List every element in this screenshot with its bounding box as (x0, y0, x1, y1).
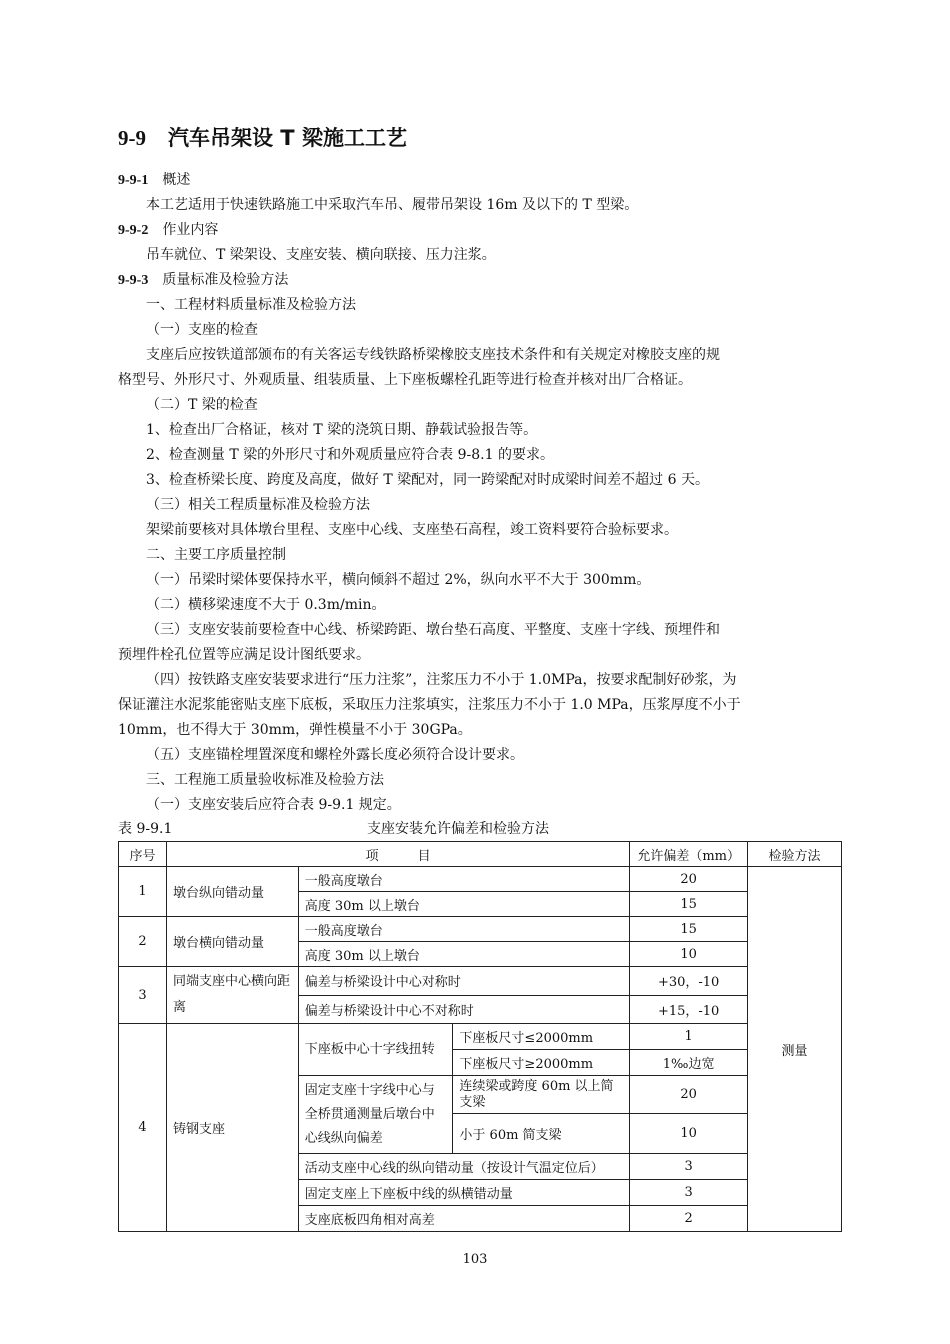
group-label: 固定支座十字线中心与全桥贯通测量后墩台中心线纵向偏差 (298, 1076, 453, 1154)
subsection-heading-2 (118, 221, 218, 240)
header-tolerance: 允许偏差（mm） (630, 842, 748, 867)
item-cell: 高度 30m 以上墩台 (298, 892, 630, 917)
item-cell: 活动支座中心线的纵向错动量（按设计气温定位后） (298, 1154, 630, 1180)
tolerance-cell: 10 (630, 1114, 748, 1154)
item-cell: 下座板尺寸≥2000mm (453, 1050, 630, 1076)
tolerance-cell: 15 (630, 917, 748, 942)
paragraph: 架梁前要核对具体墩台里程、支座中心线、支座垫石高程，竣工资料要符合验标要求。 (146, 522, 678, 538)
item-cell: 固定支座上下座板中线的纵横错动量 (298, 1180, 630, 1206)
table-row (119, 1024, 842, 1050)
tolerance-cell: 20 (630, 867, 748, 892)
table-caption: 支座安装允许偏差和检验方法 (367, 821, 549, 837)
subsection-heading: 作业内容 (162, 222, 219, 238)
paragraph: （三）支座安装前要检查中心线、桥梁跨距、墩台垫石高度、平整度、支座十字线、预埋件和 (146, 622, 720, 638)
item-cell: 高度 30m 以上墩台 (298, 942, 630, 967)
row-number: 4 (119, 1024, 167, 1232)
subsection-heading: 概述 (162, 172, 191, 188)
item-cell: 支座底板四角相对高差 (298, 1206, 630, 1232)
method-cell: 测量 (748, 867, 842, 1232)
paragraph: 2、检查测量 T 梁的外形尺寸和外观质量应符合表 9-8.1 的要求。 (146, 447, 554, 463)
tolerance-cell: 3 (630, 1154, 748, 1180)
tolerance-cell: 1‰边宽 (630, 1050, 748, 1076)
tolerance-cell: +30，-10 (630, 967, 748, 996)
item-cell: 一般高度墩台 (298, 917, 630, 942)
paragraph: 本工艺适用于快速铁路施工中采取汽车吊、履带吊架设 16m 及以下的 T 型梁。 (146, 197, 639, 213)
paragraph: （一）支座的检查 (146, 322, 258, 338)
header-no: 序号 (119, 842, 167, 867)
item-cell: 偏差与桥梁设计中心不对称时 (298, 995, 630, 1024)
header-method: 检验方法 (748, 842, 842, 867)
subsection-heading-1 (118, 171, 190, 190)
paragraph: （四）按铁路支座安装要求进行“压力注浆”，注浆压力不小于 1.0MPa，按要求配制好砂浆，为 (146, 672, 737, 688)
paragraph: 保证灌注水泥浆能密贴支座下底板，采取压力注浆填实，注浆压力不小于 1.0 MPa，压浆厚度不小于 (118, 697, 741, 713)
subsection-number: 9-9-2 (118, 223, 149, 238)
paragraph: 格型号、外形尺寸、外观质量、组装质量、上下座板螺栓孔距等进行检查并核对出厂合格证。 (118, 372, 692, 388)
subsection-number: 9-9-3 (118, 273, 149, 288)
subsection-heading: 质量标准及检验方法 (162, 272, 289, 288)
paragraph: （一）吊梁时梁体要保持水平，横向倾斜不超过 2%，纵向水平不大于 300mm。 (146, 572, 651, 588)
paragraph: 二、主要工序质量控制 (146, 547, 286, 563)
tolerance-cell: 1 (630, 1024, 748, 1050)
tolerance-cell: 3 (630, 1180, 748, 1206)
item-cell: 一般高度墩台 (298, 867, 630, 892)
table-header-row (119, 842, 842, 867)
paragraph: （一）支座安装后应符合表 9-9.1 规定。 (146, 797, 401, 813)
section-title-number: 9-9 (118, 126, 146, 150)
paragraph: 预埋件栓孔位置等应满足设计图纸要求。 (118, 647, 370, 663)
row-name: 同端支座中心横向距离 (166, 967, 298, 1024)
table-row (119, 917, 842, 942)
paragraph: （二）横移梁速度不大于 0.3m/min。 (146, 597, 386, 613)
row-name: 墩台纵向错动量 (166, 867, 298, 917)
tolerance-cell: 2 (630, 1206, 748, 1232)
item-cell: 偏差与桥梁设计中心对称时 (298, 967, 630, 996)
table-label: 表 9-9.1 (118, 821, 173, 837)
paragraph: 一、工程材料质量标准及检验方法 (146, 297, 356, 313)
group-label: 下座板中心十字线扭转 (298, 1024, 453, 1076)
table-row (119, 867, 842, 892)
paragraph: 10mm，也不得大于 30mm，弹性模量不小于 30GPa。 (118, 722, 472, 738)
paragraph: （三）相关工程质量标准及检验方法 (146, 497, 370, 513)
item-cell: 连续梁或跨度 60m 以上简支梁 (453, 1076, 630, 1114)
header-item: 项 目 (166, 842, 629, 867)
paragraph: 支座后应按铁道部颁布的有关客运专线铁路桥梁橡胶支座技术条件和有关规定对橡胶支座的规 (146, 347, 720, 363)
item-cell: 小于 60m 简支梁 (453, 1114, 630, 1154)
item-cell: 下座板尺寸≤2000mm (453, 1024, 630, 1050)
section-title-text: 汽车吊架设 T 梁施工工艺 (168, 126, 407, 150)
subsection-number: 9-9-1 (118, 173, 149, 188)
paragraph: 三、工程施工质量验收标准及检验方法 (146, 772, 384, 788)
row-number: 2 (119, 917, 167, 967)
tolerance-cell: 15 (630, 892, 748, 917)
row-name: 墩台横向错动量 (166, 917, 298, 967)
tolerance-cell: 10 (630, 942, 748, 967)
subsection-heading-3 (118, 271, 288, 290)
paragraph: 3、检查桥梁长度、跨度及高度，做好 T 梁配对，同一跨梁配对时成梁时间差不超过 6 天。 (146, 472, 709, 488)
paragraph: （五）支座锚栓埋置深度和螺栓外露长度必须符合设计要求。 (146, 747, 524, 763)
paragraph: 1、检查出厂合格证，核对 T 梁的浇筑日期、静载试验报告等。 (146, 422, 538, 438)
section-title (118, 122, 407, 152)
row-name: 铸钢支座 (166, 1024, 298, 1232)
tolerance-cell: 20 (630, 1076, 748, 1114)
tolerance-table (118, 841, 842, 1232)
row-number: 3 (119, 967, 167, 1024)
tolerance-cell: +15，-10 (630, 995, 748, 1024)
row-number: 1 (119, 867, 167, 917)
table-row (119, 967, 842, 996)
paragraph: （二）T 梁的检查 (146, 397, 258, 413)
paragraph: 吊车就位、T 梁架设、支座安装、横向联接、压力注浆。 (146, 247, 496, 263)
page-number: 103 (462, 1252, 488, 1267)
